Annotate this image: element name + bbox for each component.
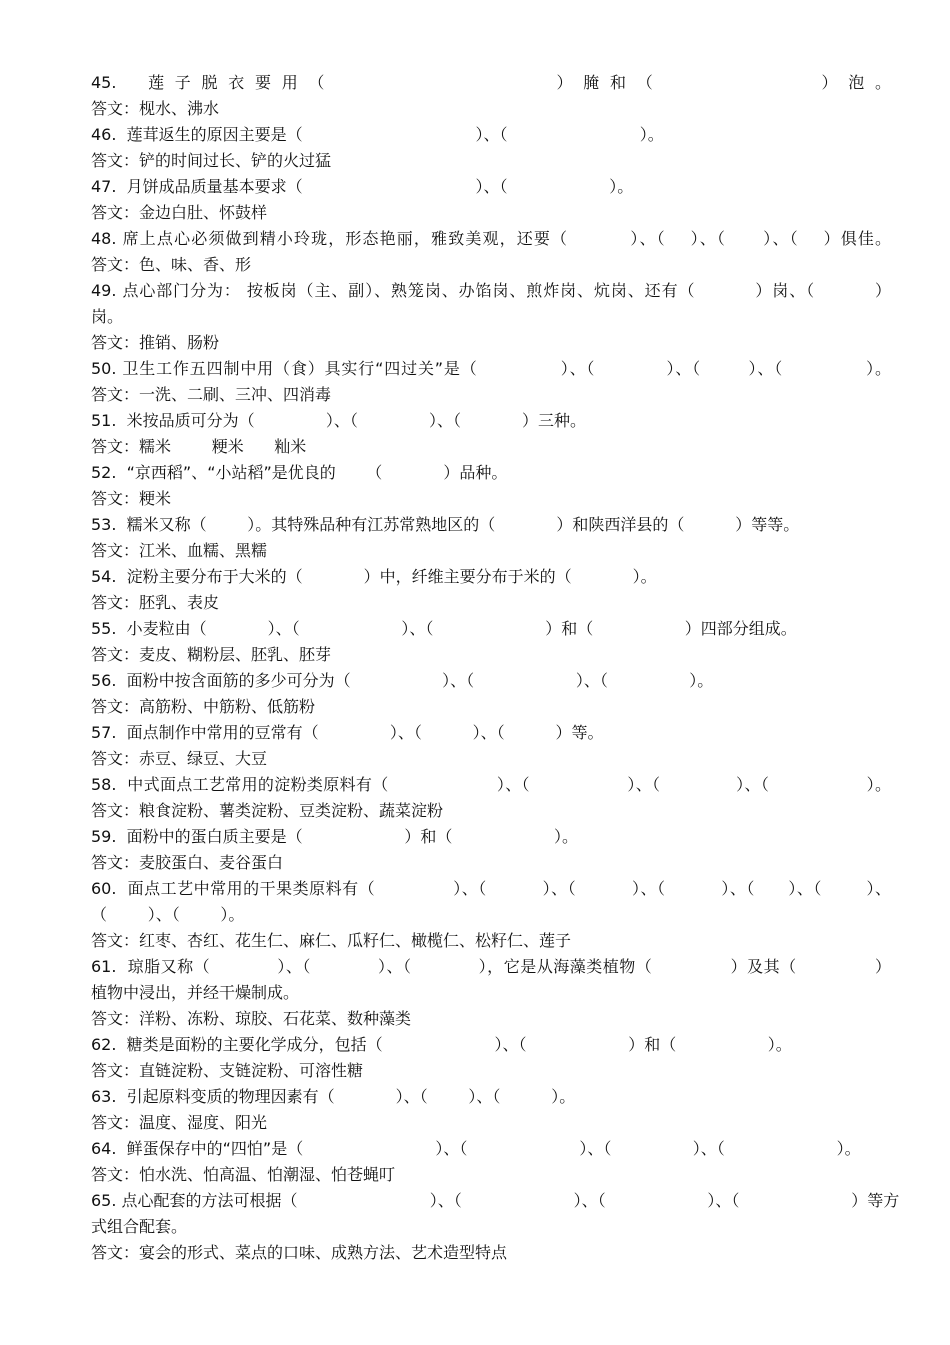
question-text: 50. 卫生工作五四制中用（食）具实行“四过关”是（ ）、（ ）、（ ）、（ ）。 [91,359,891,378]
question-text-continued: 植物中浸出，并经干燥制成。 [91,983,300,1002]
question-text: 54. 淀粉主要分布于大米的（ ）中，纤维主要分布于米的（ ）。 [91,567,657,586]
answer-text: 答文：胚乳、表皮 [91,593,220,612]
answer-text: 答文：赤豆、绿豆、大豆 [91,749,268,768]
answer-text: 答文：洋粉、冻粉、琼胶、石花菜、数种藻类 [91,1009,412,1028]
document-page [91,70,900,1266]
question-64 [91,1136,891,1188]
answer-text: 答文：麦胶蛋白、麦谷蛋白 [91,853,284,872]
question-50 [91,356,891,408]
question-text: 53. 糯米又称（ ）。其特殊品种有江苏常熟地区的（ ）和陕西洋县的（ ）等等。 [91,515,800,534]
question-65 [91,1188,900,1266]
answer-text: 答文：温度、湿度、阳光 [91,1113,268,1132]
question-text: 65. 点心配套的方法可根据（ ）、（ ）、（ ）、（ ）等方 [91,1191,900,1210]
question-48 [91,226,891,278]
question-text: 46. 莲茸返生的原因主要是（ ）、（ ）。 [91,125,664,144]
question-61 [91,954,891,1032]
question-62 [91,1032,891,1084]
answer-text: 答文：枧水、沸水 [91,99,220,118]
question-56 [91,668,891,720]
question-57 [91,720,891,772]
question-text: 61. 琼脂又称（ ）、（ ）、（ ），它是从海藻类植物（ ）及其（ ） [91,957,891,976]
question-text: 56. 面粉中按含面筋的多少可分为（ ）、（ ）、（ ）。 [91,671,714,690]
answer-text: 答文：江米、血糯、黑糯 [91,541,268,560]
question-text: 57. 面点制作中常用的豆常有（ ）、（ ）、（ ）等。 [91,723,604,742]
question-47 [91,174,891,226]
answer-text: 答文：推销、肠粉 [91,333,220,352]
question-58 [91,772,891,824]
answer-text: 答文：高筋粉、中筋粉、低筋粉 [91,697,316,716]
answer-text: 答文：糯米 粳米 籼米 [91,437,307,456]
answer-text: 答文：红枣、杏红、花生仁、麻仁、瓜籽仁、橄榄仁、松籽仁、莲子 [91,931,572,950]
question-59 [91,824,891,876]
question-55 [91,616,891,668]
answer-text: 答文：金边白肚、怀鼓样 [91,203,268,222]
answer-text: 答文：一洗、二刷、三冲、四消毒 [91,385,332,404]
question-54 [91,564,891,616]
answer-text: 答文：直链淀粉、支链淀粉、可溶性糖 [91,1061,364,1080]
question-text: 47. 月饼成品质量基本要求（ ）、（ ）。 [91,177,634,196]
question-text: 60. 面点工艺中常用的干果类原料有（ ）、（ ）、（ ）、（ ）、（ ）、（ ）、 [91,879,891,898]
answer-text: 答文：粮食淀粉、薯类淀粉、豆类淀粉、蔬菜淀粉 [91,801,444,820]
question-text: 49. 点心部门分为： 按板岗（主、副）、熟笼岗、办馅岗、煎炸岗、炕岗、还有（ ）岗、（ ） [91,281,891,300]
question-51 [91,408,891,460]
question-60 [91,876,891,954]
question-52 [91,460,891,512]
answer-text: 答文：铲的时间过长、铲的火过猛 [91,151,332,170]
question-text-continued: 式组合配套。 [91,1217,188,1236]
question-63 [91,1084,891,1136]
question-text: 55. 小麦粒由（ ）、（ ）、（ ）和（ ）四部分组成。 [91,619,797,638]
question-text: 48. 席上点心必须做到精小玲珑，形态艳丽，雅致美观，还要（ ）、（ ）、（ ）、（ ）俱佳。 [91,229,891,248]
question-45 [91,70,891,122]
answer-text: 答文：色、味、香、形 [91,255,252,274]
question-text-continued: 岗。 [91,307,124,326]
question-text-continued: （ ）、（ ）。 [91,905,245,924]
answer-text: 答文：怕水洗、怕高温、怕潮湿、怕苍蝇叮 [91,1165,396,1184]
question-text: 62. 糖类是面粉的主要化学成分，包括（ ）、（ ）和（ ）。 [91,1035,792,1054]
answer-text: 答文：麦皮、糊粉层、胚乳、胚芽 [91,645,332,664]
question-text: 59. 面粉中的蛋白质主要是（ ）和（ ）。 [91,827,579,846]
question-49 [91,278,891,356]
answer-text: 答文：宴会的形式、菜点的口味、成熟方法、艺术造型特点 [91,1243,508,1262]
question-text: 63. 引起原料变质的物理因素有（ ）、（ ）、（ ）。 [91,1087,576,1106]
question-46 [91,122,891,174]
question-text: 52. “京西稻”、“小站稻”是优良的 （ ）品种。 [91,463,508,482]
question-text: 51. 米按品质可分为（ ）、（ ）、（ ）三种。 [91,411,587,430]
question-53 [91,512,891,564]
answer-text: 答文：粳米 [91,489,172,508]
question-text: 45. 莲子脱衣要用（ ）腌和（ ）泡。 [91,73,891,92]
question-text: 64. 鲜蛋保存中的“四怕”是（ ）、（ ）、（ ）、（ ）。 [91,1139,861,1158]
question-text: 58. 中式面点工艺常用的淀粉类原料有（ ）、（ ）、（ ）、（ ）。 [91,775,891,794]
